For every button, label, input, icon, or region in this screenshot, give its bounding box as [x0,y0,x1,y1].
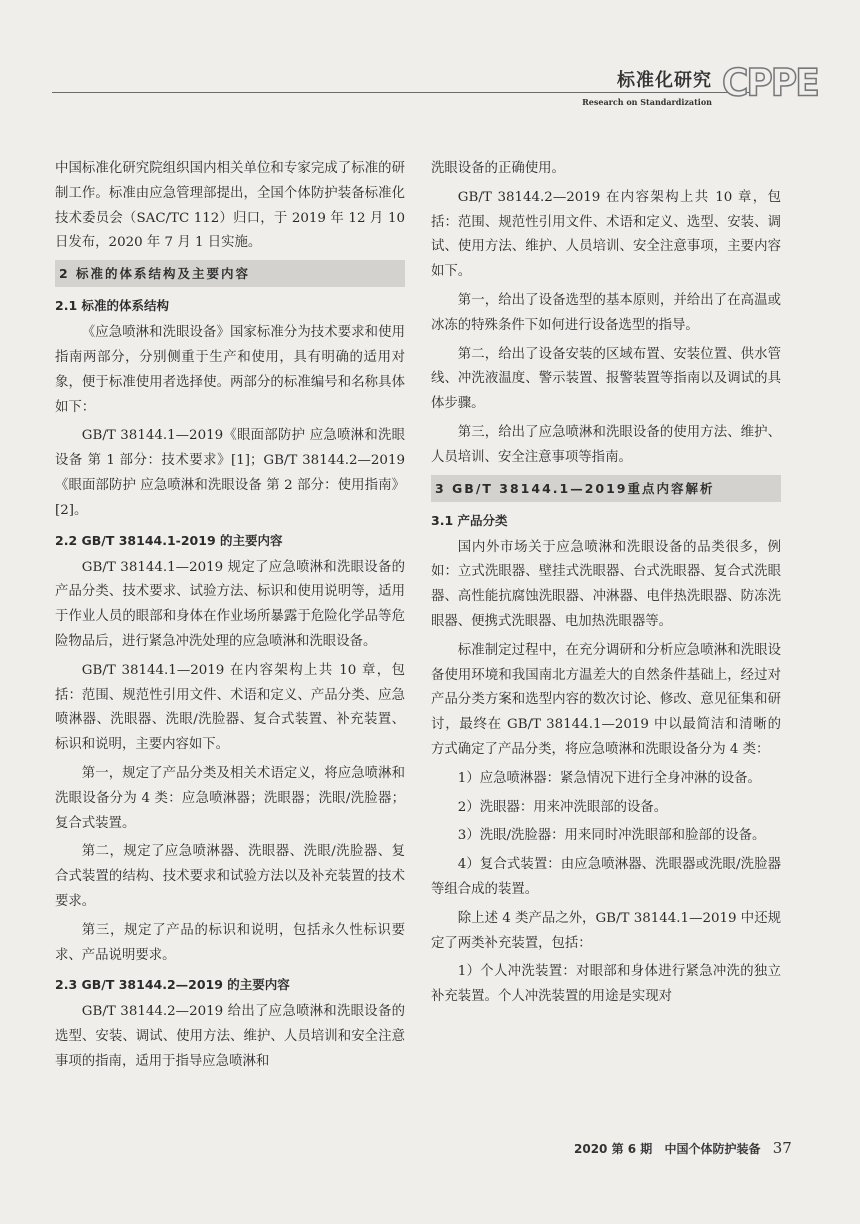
paragraph: 第三，规定了产品的标识和说明，包括永久性标识要求、产品说明要求。 [55,922,405,963]
paragraph: 中国标准化研究院组织国内相关单位和专家完成了标准的研制工作。标准由应急管理部提出，全国个体防护装备标准化技术委员会（SAC/TC 112）归口，于 2019 年 12 月 10 日发布，2020 年 7 月 1 日实施。 [55,161,405,251]
paragraph: 第三，给出了应急喷淋和洗眼设备的使用方法、维护、人员培训、安全注意事项等指南。 [431,424,781,465]
paragraph: GB/T 38144.1—2019 在内容架构上共 10 章，包括：范围、规范性引用文件、术语和定义、产品分类、应急喷淋器、洗眼器、洗眼/洗脸器、复合式装置、补充装置、标识和说明，主要内容如下。 [55,662,405,753]
paragraph: 标准制定过程中，在充分调研和分析应急喷淋和洗眼设备使用环境和我国南北方温差大的自然条件基础上，经过对产品分类方案和选型内容的数次讨论、修改、意见征集和研讨，最终在 GB/T 38144.1—2019 中以最简洁和清晰的方式确定了产品分类，将应急喷淋和洗眼设备分为 4 类： [431,642,781,757]
page-number: 37 [772,1139,792,1157]
paragraph: 洗眼设备的正确使用。 [431,161,565,176]
section-heading: 3 GB/T 38144.1—2019重点内容解析 [431,475,781,502]
issue-label: 2020 第 6 期 [574,1142,653,1156]
paragraph: 第二，给出了设备安装的区域布置、安装位置、供水管线、冲洗液温度、警示装置、报警装置等指南以及调试的具体步骤。 [431,346,781,412]
list-item: 3）洗眼/洗脸器：用来同时冲洗眼部和脸部的设备。 [457,828,766,844]
left-column [55,157,405,1079]
subsection-heading: 2.1 标准的体系结构 [55,298,169,314]
section-heading: 2 标准的体系结构及主要内容 [55,260,405,287]
section-title: 标准化研究 [617,70,712,91]
paragraph: 第一，规定了产品分类及相关术语定义，将应急喷淋和洗眼设备分为 4 类：应急喷淋器；洗眼器；洗眼/洗脸器；复合式装置。 [55,765,405,831]
paragraph: 国内外市场关于应急喷淋和洗眼设备的品类很多，例如：立式洗眼器、壁挂式洗眼器、台式洗眼器、复合式洗眼器、高性能抗腐蚀洗眼器、冲淋器、电伴热洗眼器、防冻洗眼器、便携式洗眼器、电加热洗眼器等。 [431,539,781,629]
paragraph: GB/T 38144.2—2019 在内容架构上共 10 章，包括：范围、规范性引用文件、术语和定义、选型、安装、调试、使用方法、维护、人员培训、安全注意事项，主要内容如下。 [431,189,781,280]
list-item: 1）应急喷淋器：紧急情况下进行全身冲淋的设备。 [457,770,761,786]
page-footer [574,1139,800,1157]
section-subtitle: Research on Standardization [582,97,712,107]
paragraph: GB/T 38144.1—2019 规定了应急喷淋和洗眼设备的产品分类、技术要求、试验方法、标识和使用说明等，适用于作业人员的眼部和身体在作业场所暴露于危险化学品等危险物品后，进行紧急冲洗处理的应急喷淋和洗眼设备。 [55,559,405,649]
subsection-heading: 2.3 GB/T 38144.2—2019 的主要内容 [55,977,290,993]
journal-name: 中国个体防护装备 [664,1142,761,1156]
paragraph: 《应急喷淋和洗眼设备》国家标准分为技术要求和使用指南两部分，分别侧重于生产和使用，具有明确的适用对象，便于标准使用者选择使。两部分的标准编号和名称具体如下： [55,325,405,415]
right-column [431,157,781,1014]
journal-logo: CPPE [722,61,818,106]
list-item: 4）复合式装置：由应急喷淋器、洗眼器或洗眼/洗脸器等组合成的装置。 [431,857,781,897]
page-header [0,0,860,120]
paragraph: 除上述 4 类产品之外，GB/T 38144.1—2019 中还规定了两类补充装置，包括： [431,910,781,951]
paragraph: 1）个人冲洗装置：对眼部和身体进行紧急冲洗的独立补充装置。个人冲洗装置的用途是实现对 [431,964,781,1005]
subsection-heading: 3.1 产品分类 [431,512,508,528]
subsection-heading: 2.2 GB/T 38144.1-2019 的主要内容 [55,532,283,548]
list-item: 2）洗眼器：用来冲洗眼部的设备。 [457,799,668,815]
header-rule [52,92,752,93]
paragraph: GB/T 38144.2—2019 给出了应急喷淋和洗眼设备的选型、安装、调试、使用方法、维护、人员培训和安全注意事项的指南，适用于指导应急喷淋和 [55,1004,405,1069]
paragraph: GB/T 38144.1—2019《眼面部防护 应急喷淋和洗眼设备 第 1 部分：技术要求》[1]；GB/T 38144.2—2019《眼面部防护 应急喷淋和洗眼设备 第 2 部分：使用指南》[2]。 [55,428,405,518]
paragraph: 第一，给出了设备选型的基本原则，并给出了在高温或冰冻的特殊条件下如何进行设备选型的指导。 [431,292,781,333]
paragraph: 第二，规定了应急喷淋器、洗眼器、洗眼/洗脸器、复合式装置的结构、技术要求和试验方法以及补充装置的技术要求。 [55,844,405,909]
